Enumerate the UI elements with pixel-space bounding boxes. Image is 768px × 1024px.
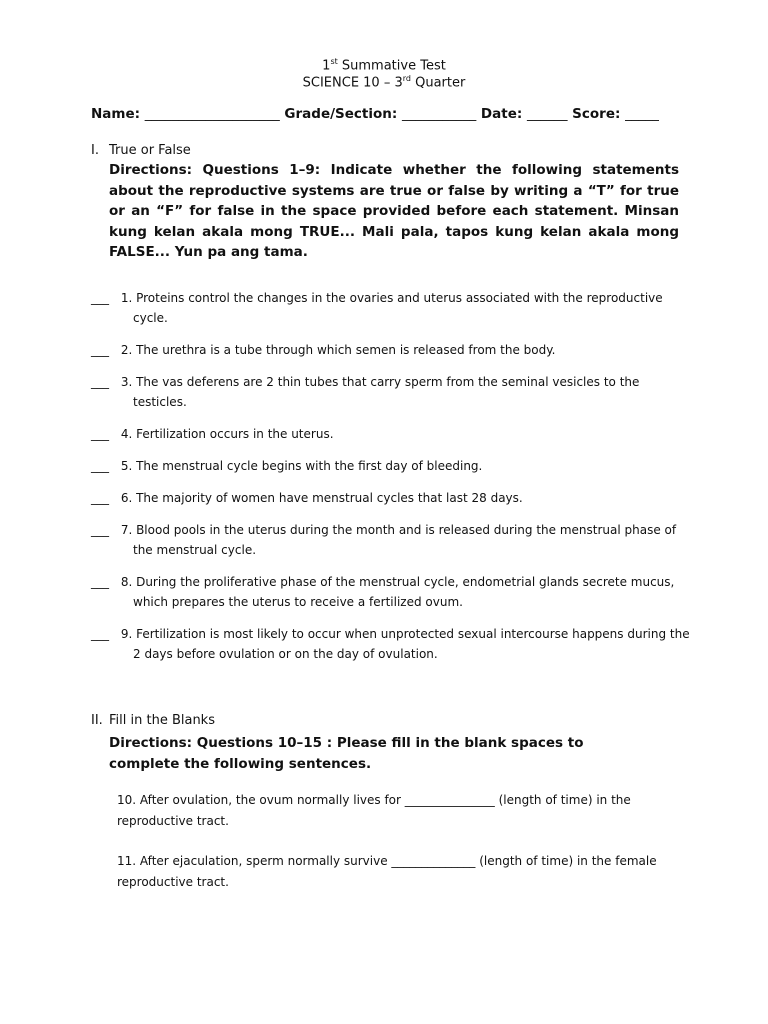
section-number: II.	[91, 713, 103, 728]
grade-section-label: Grade/Section:	[279, 106, 402, 122]
subtitle-ordinal-suffix: rd	[402, 74, 411, 83]
question-text: 5. The menstrual cycle begins with the first day of bleeding.	[117, 459, 483, 473]
test-subtitle	[0, 74, 768, 90]
answer-blank[interactable]: ___	[91, 523, 109, 537]
date-field[interactable]: ______	[526, 106, 568, 122]
section-directions: Directions: Questions 1–9: Indicate whether the following statements about the reproductive systems are true or false by writing a “T” for true or an “F” for false in the space provided before each statement. Minsan kung kelan akala mong TRUE... Mali pala, tapos kung kelan akala mong FALSE... Yun pa ang tama.	[109, 162, 679, 260]
test-title	[0, 57, 768, 73]
date-label: Date:	[476, 106, 527, 122]
name-label: Name:	[91, 106, 145, 122]
grade-section-field[interactable]: ___________	[401, 106, 477, 122]
list-item	[91, 424, 691, 444]
answer-blank[interactable]: ___	[91, 343, 109, 357]
list-item	[91, 488, 691, 508]
list-item	[91, 340, 691, 360]
section-title: True or False	[109, 143, 191, 158]
true-false-list	[91, 288, 691, 676]
answer-blank[interactable]: ___	[91, 575, 109, 589]
section-title: Fill in the Blanks	[109, 713, 215, 728]
fill-blank-question-11: 11. After ejaculation, sperm normally survive ______________ (length of time) in the female reproductive tract.	[117, 854, 657, 889]
question-text: 2. The urethra is a tube through which semen is released from the body.	[117, 343, 556, 357]
question-text: 6. The majority of women have menstrual cycles that last 28 days.	[117, 491, 523, 505]
question-text: 4. Fertilization occurs in the uterus.	[117, 427, 334, 441]
section-heading-fill-blanks	[91, 713, 215, 728]
section-heading-true-false	[91, 143, 191, 158]
answer-blank[interactable]: ___	[91, 459, 109, 473]
list-item	[91, 572, 691, 612]
section-number: I.	[91, 143, 99, 158]
student-info-line	[91, 106, 659, 122]
score-field[interactable]: _____	[625, 106, 659, 122]
list-item	[91, 288, 691, 328]
section-directions: Directions: Questions 10–15 : Please fill in the blank spaces to complete the following sentences.	[109, 735, 584, 772]
subtitle-quarter: Quarter	[410, 75, 466, 91]
title-ordinal-suffix: st	[330, 57, 338, 66]
question-text: 9. Fertilization is most likely to occur when unprotected sexual intercourse happens during the 2 days before ovulation or on the day of ovulation.	[117, 627, 690, 661]
answer-blank[interactable]: ___	[91, 291, 109, 305]
answer-blank[interactable]: ___	[91, 627, 109, 641]
answer-blank[interactable]: ___	[91, 491, 109, 505]
list-item	[91, 624, 691, 664]
question-text: 3. The vas deferens are 2 thin tubes that carry sperm from the seminal vesicles to the testicles.	[117, 375, 640, 409]
question-text: 1. Proteins control the changes in the ovaries and uterus associated with the reproductive cycle.	[117, 291, 663, 325]
answer-blank[interactable]: ___	[91, 427, 109, 441]
title-number: 1	[322, 58, 331, 74]
answer-blank[interactable]: ___	[91, 375, 109, 389]
subtitle-subject: SCIENCE 10 – 3	[302, 75, 403, 91]
fill-blank-question-10: 10. After ovulation, the ovum normally lives for _______________ (length of time) in the reproductive tract.	[117, 793, 631, 828]
list-item	[91, 372, 691, 412]
score-label: Score:	[567, 106, 626, 122]
list-item	[91, 520, 691, 560]
question-text: 8. During the proliferative phase of the menstrual cycle, endometrial glands secrete mucus, which prepares the uterus to receive a fertilized ovum.	[117, 575, 675, 609]
title-text: Summative Test	[337, 58, 446, 74]
list-item	[91, 456, 691, 476]
question-text: 7. Blood pools in the uterus during the month and is released during the menstrual phase of the menstrual cycle.	[117, 523, 677, 557]
name-field[interactable]: ____________________	[144, 106, 280, 122]
